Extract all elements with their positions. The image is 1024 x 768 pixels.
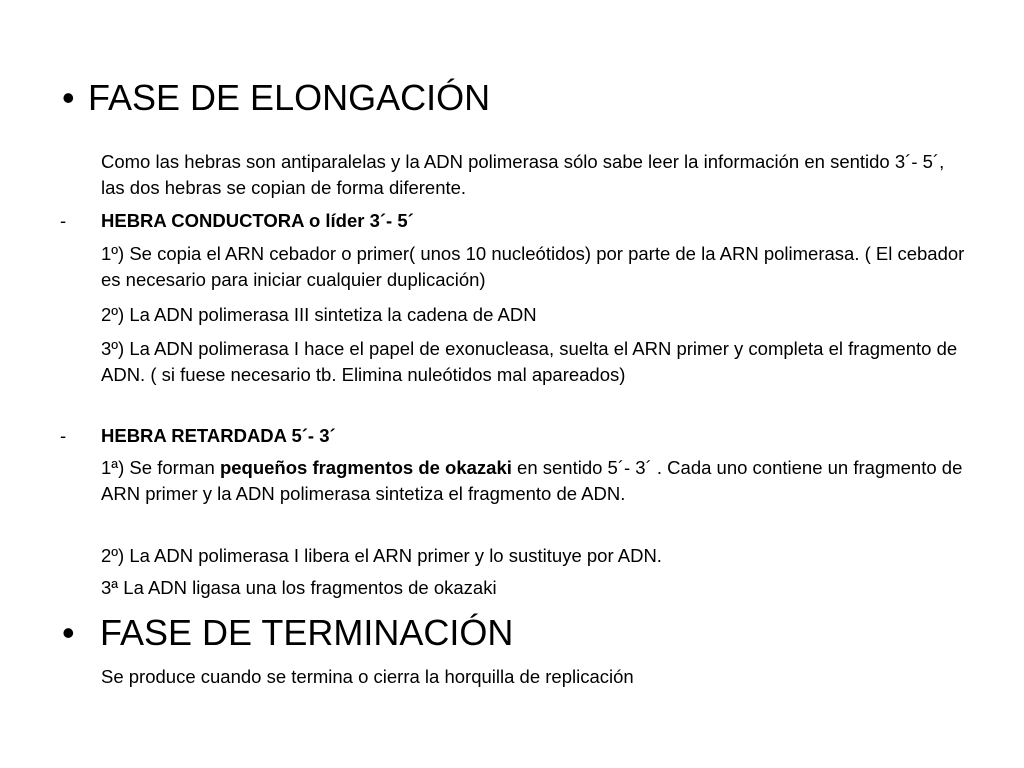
leading-step-2: 2º) La ADN polimerasa III sintetiza la cadena de ADN [101, 304, 537, 325]
bullet-icon: • [62, 77, 75, 118]
leading-step-3: 3º) La ADN polimerasa I hace el papel de exonucleasa, suelta el ARN primer y completa el fragmento de ADN. ( si fuese necesario tb. Elimina nuleótidos mal apareados) [101, 338, 958, 385]
lagging-step-1 [101, 455, 971, 507]
termination-heading [62, 613, 513, 653]
dash-bullet: - [60, 425, 67, 446]
okazaki-fragments-bold: pequeños fragmentos de okazaki [219, 457, 512, 478]
elongation-title: FASE DE ELONGACIÓN [88, 77, 491, 118]
lagging-strand-heading-row [60, 423, 336, 449]
elongation-intro: Como las hebras son antiparalelas y la ADN polimerasa sólo sabe leer la información en sentido 3´- 5´, las dos hebras se copian de forma diferente. [101, 151, 945, 198]
lagging-step-2: 2º) La ADN polimerasa I libera el ARN primer y lo sustituye por ADN. [101, 545, 662, 566]
lagging-strand-heading: HEBRA RETARDADA 5´- 3´ [101, 425, 336, 446]
lagging-step-3: 3ª La ADN ligasa una los fragmentos de okazaki [101, 577, 497, 598]
bullet-icon: • [62, 612, 75, 653]
elongation-heading [62, 78, 490, 118]
lagging-step-1-after: en sentido 5´- 3´ . Cada uno contiene un fragmento de ARN primer y la ADN polimerasa sintetiza el fragmento de ADN. [101, 457, 963, 504]
dash-bullet: - [60, 210, 67, 231]
leading-strand-heading: HEBRA CONDUCTORA o líder 3´- 5´ [101, 210, 414, 231]
leading-step-1: 1º) Se copia el ARN cebador o primer( unos 10 nucleótidos) por parte de la ARN polimerasa. ( El cebador es necesario para iniciar cualquier duplicación) [101, 243, 965, 290]
termination-text: Se produce cuando se termina o cierra la horquilla de replicación [101, 666, 634, 687]
termination-title: FASE DE TERMINACIÓN [100, 612, 514, 653]
leading-strand-heading-row [60, 208, 414, 234]
lagging-step-1-before: 1ª) Se forman [101, 457, 220, 478]
